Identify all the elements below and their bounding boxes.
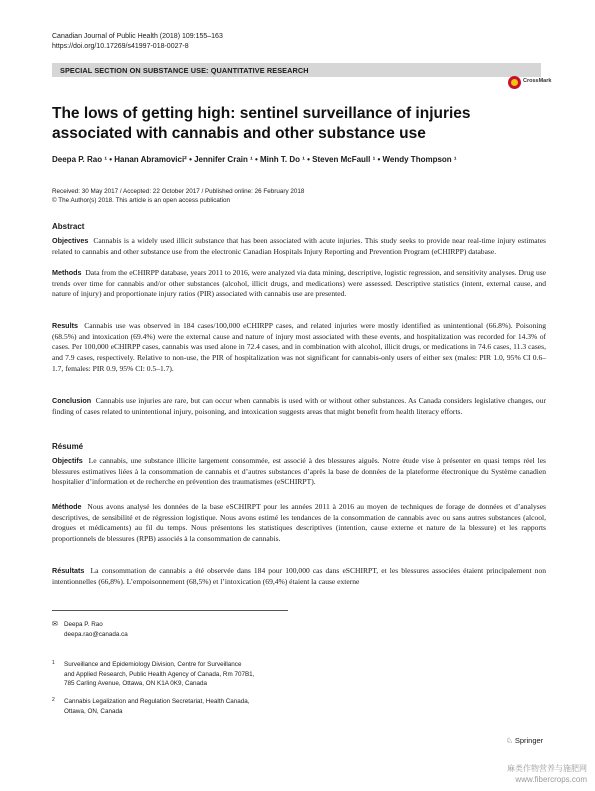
watermark-line-2: www.fibercrops.com [515,775,587,784]
resume-methode [52,502,546,545]
journal-citation: Canadian Journal of Public Health (2018) 109:155–163 [52,33,223,40]
resume-methode-label: Méthode [52,502,82,511]
crossmark-badge[interactable] [508,75,552,97]
corresponding-author [52,620,128,639]
resume-objectifs [52,456,546,488]
article-title: The lows of getting high: sentinel surveillance of injuries associated with cannabis and other substance use [52,105,471,142]
abstract-results-text: Cannabis use was observed in 184 cases/100,000 eCHIRPP cases, and related injuries were mostly identified as unintentional (66.8%). Poisoning (68.5%) and intoxication (69.4%) were the external cause and nature of injury most associated with these events, and hospitalization was recorded for 14.3% of cases. Per 100,000 eCHIRPP cases, cannabis was used alone in 72.4 cases, and in combination with alcohol, illicit drugs, or medications in 74.6 cases, 11.3 cases, and 7.9 cases, respectively. Relative to non-use, the PIR of hospitalization was not significant for cannabis-only users of either sex (males: PIR 1.0, 95% CI 0.6–1.7, females: PIR 0.9, 95% CI: 0.5–1.7). [52,321,546,373]
abstract-objectives [52,236,546,257]
abstract-conclusion-label: Conclusion [52,396,92,405]
affiliation-line: Surveillance and Epidemiology Division, Centre for Surveillance [64,661,242,668]
copyright-line: © The Author(s) 2018. This article is an open access publication [52,197,231,204]
author-list: Deepa P. Rao ¹ • Hanan Abramovici² • Jennifer Crain ¹ • Minh T. Do ¹ • Steven McFaull ¹ • Wendy Thompson ¹ [52,155,457,164]
resume-objectifs-label: Objectifs [52,456,83,465]
resume-methode-text: Nous avons analysé les données de la base eSCHIRPT pour les années 2011 à 2016 au moyen de techniques de forage de données et d’analyses descriptives, de sensibilité et de régression logistique. Nous avons estimé les tendances de la consommation de cannabis avec ou sans autres substances (alcool, drogues et médicaments) au fil du temps. Nous présentons les statistiques descriptives (intention, cause externe et nature de la blessure) et les rapports proportionnels de blessures (RPB) associés à la consommation de cannabis. [52,502,546,544]
crossmark-icon [508,76,521,89]
abstract-methods-text: Data from the eCHIRPP database, years 2011 to 2016, were analyzed via data mining, descriptive, logistic regression, and sensitivity analyses. Drug use trends over time for cannabis and/or other substances (alcohol, illicit drugs, and medications) were assessed. Descriptive statistics (intent, external cause, and nature of injury) and proportionate injury ratios (PIR) associated with cannabis use are presented. [52,268,546,299]
affiliation-number: 1 [52,660,55,666]
watermark [507,763,587,785]
abstract-results-label: Results [52,321,78,330]
doi-link[interactable]: https://doi.org/10.17269/s41997-018-0027-8 [52,43,189,50]
envelope-icon: ✉ [52,621,58,628]
abstract-objectives-label: Objectives [52,236,89,245]
abstract-results [52,321,546,375]
footnote-divider [52,610,288,611]
resume-resultats [52,566,546,587]
abstract-objectives-text: Cannabis is a widely used illicit substance that has been associated with acute injuries. This study seeks to provide near real-time injury estimates related to cannabis and other substance use from the electronic Canadian Hospitals Injury Reporting and Prevention Program (eCHIRPP) database. [52,236,546,256]
springer-horse-icon: ♘ [506,736,513,745]
crossmark-label: CrossMark [523,78,552,84]
abstract-methods-label: Methods [52,268,82,277]
affiliation-number: 2 [52,697,55,703]
affiliation-1 [52,660,254,689]
affiliation-line: Ottawa, ON, Canada [64,707,123,715]
contact-email[interactable]: deepa.rao@canada.ca [64,630,128,638]
resume-heading: Résumé [52,442,84,451]
abstract-heading: Abstract [52,222,85,231]
affiliation-2 [52,697,250,716]
resume-objectifs-text: Le cannabis, une substance illicite largement consommée, est associé à des blessures aiguës. Notre étude vise à présenter en quasi temps réel les blessures estimatives liées à la consommation de cannabis et d’autres substances d’après la base de données de la plateforme électronique du Système canadien hospitalier d’information et de recherche en prévention des traumatismes (eSCHIRPT). [52,456,546,487]
section-label: SPECIAL SECTION ON SUBSTANCE USE: QUANTITATIVE RESEARCH [60,66,309,75]
watermark-line-1: 麻类作物营养与施肥网 [507,764,587,773]
affiliation-line: and Applied Research, Public Health Agency of Canada, Rm 707B1, [64,670,255,678]
abstract-conclusion-text: Cannabis use injuries are rare, but can occur when cannabis is used with or without other substances. As Canada considers legislative changes, our finding of cases related to unintentional injury, poisoning, and intoxication suggests areas that might benefit from health literacy efforts. [52,396,546,416]
publisher-logo [506,736,543,745]
abstract-methods [52,268,546,300]
affiliation-line: Cannabis Legalization and Regulation Secretariat, Health Canada, [64,698,250,705]
section-banner [52,63,541,77]
abstract-conclusion [52,396,546,417]
affiliation-line: 785 Carling Avenue, Ottawa, ON K1A 0K9, Canada [64,680,208,687]
history-dates: Received: 30 May 2017 / Accepted: 22 October 2017 / Published online: 26 February 2018 [52,188,305,195]
resume-resultats-label: Résultats [52,566,85,575]
publisher-name: Springer [514,736,544,745]
publication-dates [52,187,304,205]
resume-resultats-text: La consommation de cannabis a été observée dans 184 pour 100,000 cas dans eSCHIRPT, et les blessures associées étaient principalement non intentionnelles (66,8%). L’empoisonnement (68,5%) et l’intoxication (69,4%) étaient la cause externe [52,566,546,586]
journal-header [52,32,223,52]
contact-name: Deepa P. Rao [64,621,103,628]
